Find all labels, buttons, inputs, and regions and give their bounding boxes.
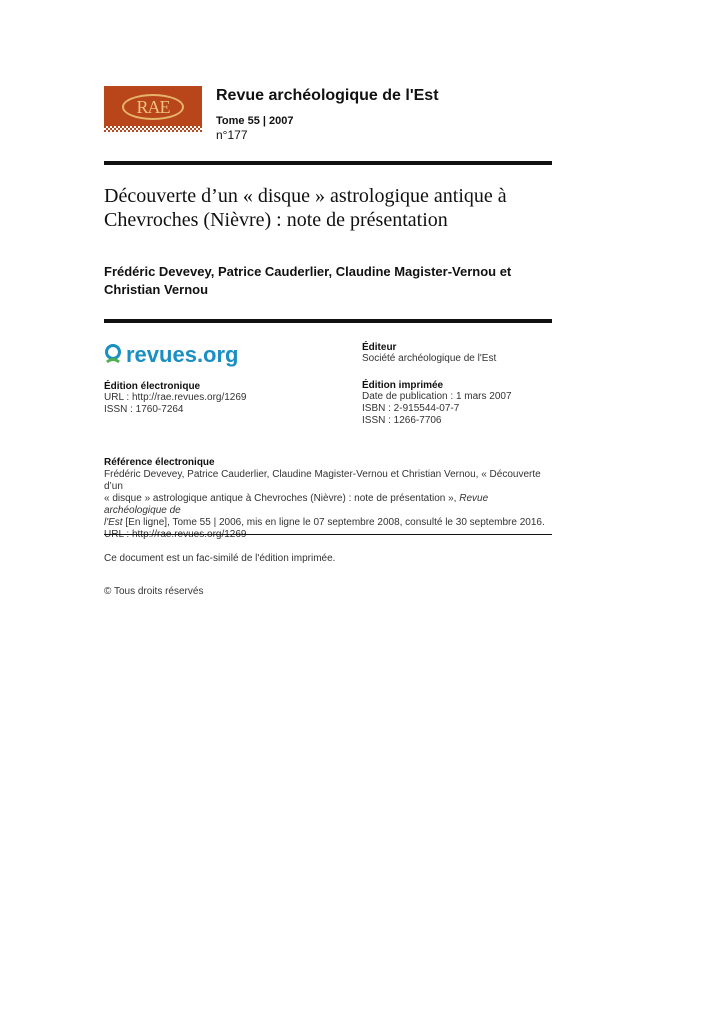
electronic-edition-issn: ISSN : 1760-7264 bbox=[104, 404, 184, 415]
reference-line-text: « disque » astrologique antique à Chevroches (Nièvre) : note de présentation », bbox=[104, 493, 460, 504]
authors bbox=[104, 263, 552, 299]
revues-logo-text: revues.org bbox=[126, 342, 239, 367]
reference-line bbox=[104, 517, 552, 529]
reference-url[interactable] bbox=[104, 529, 552, 541]
publisher-label: Éditeur bbox=[362, 342, 397, 353]
volume-label: Tome 55 | 2007 bbox=[216, 115, 294, 127]
logo-text: RAE bbox=[122, 94, 184, 120]
reference-line-text: [En ligne], Tome 55 | 2006, mis en ligne le 07 septembre 2008, consulté le 30 septembre 2016. bbox=[122, 517, 545, 528]
revues-logo[interactable] bbox=[104, 342, 239, 368]
electronic-edition bbox=[104, 381, 247, 416]
reference-journal-italic: Revue archéologique de bbox=[104, 493, 489, 516]
print-edition bbox=[362, 380, 512, 427]
publisher bbox=[362, 342, 496, 365]
logo-pattern bbox=[104, 126, 202, 132]
reference-line bbox=[104, 493, 552, 517]
facsimile-note: Ce document est un fac-similé de l'édition imprimée. bbox=[104, 553, 336, 564]
publisher-name: Société archéologique de l'Est bbox=[362, 353, 497, 364]
reference-label-text: Référence électronique bbox=[104, 457, 215, 468]
reference-text bbox=[104, 469, 552, 541]
authors-line: Frédéric Devevey, Patrice Cauderlier, Claudine Magister-Vernou et bbox=[104, 264, 512, 279]
article-title-line: Chevroches (Nièvre) : note de présentation bbox=[104, 209, 448, 231]
print-edition-label: Édition imprimée bbox=[362, 380, 444, 391]
top-divider bbox=[104, 161, 552, 165]
authors-line: Christian Vernou bbox=[104, 282, 209, 297]
electronic-edition-label: Édition électronique bbox=[104, 381, 201, 392]
revues-icon bbox=[104, 344, 122, 366]
electronic-edition-url[interactable]: URL : http://rae.revues.org/1269 bbox=[104, 392, 247, 403]
reference-line: Frédéric Devevey, Patrice Cauderlier, Claudine Magister-Vernou et Christian Vernou, « Découverte d’un bbox=[104, 469, 541, 492]
journal-title: Revue archéologique de l'Est bbox=[216, 87, 439, 104]
bottom-divider bbox=[104, 534, 552, 535]
issue-number: n°177 bbox=[216, 128, 248, 142]
reference-label bbox=[104, 457, 215, 468]
rights-note: © Tous droits réservés bbox=[104, 586, 204, 597]
print-edition-issn: ISSN : 1266-7706 bbox=[362, 415, 442, 426]
article-title-line: Découverte d’un « disque » astrologique antique à bbox=[104, 185, 507, 207]
reference-journal-italic: l'Est bbox=[104, 517, 123, 528]
journal-logo bbox=[104, 86, 202, 132]
print-edition-isbn: ISBN : 2-915544-07-7 bbox=[362, 403, 460, 414]
article-title bbox=[104, 184, 574, 232]
print-edition-date: Date de publication : 1 mars 2007 bbox=[362, 391, 512, 402]
middle-divider bbox=[104, 319, 552, 323]
